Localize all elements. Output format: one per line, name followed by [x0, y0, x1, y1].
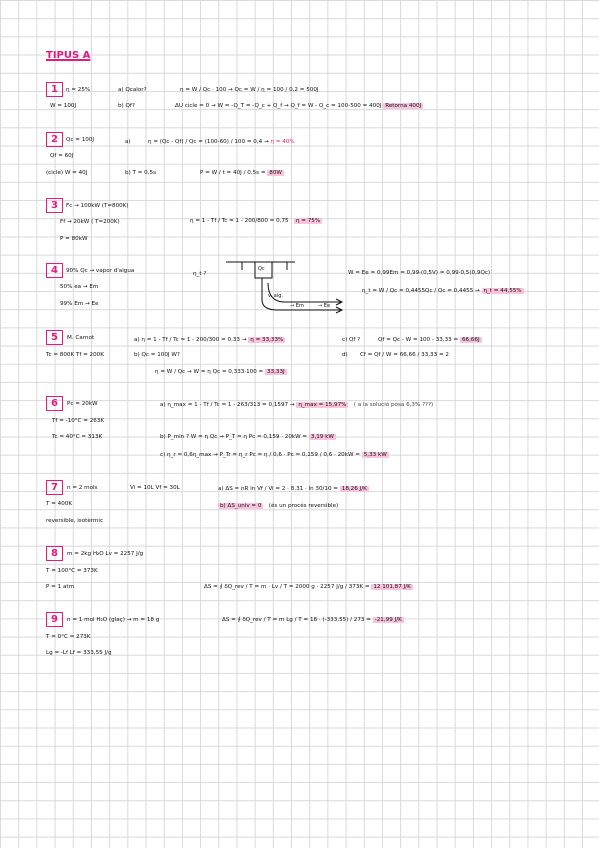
result-highlight: Retorna 400J: [385, 103, 422, 109]
sketch-label: Qc: [258, 266, 265, 272]
formula: P = W / t = 40J / 0,5s = 80W: [200, 170, 282, 176]
formula: η = W / Qc · 100 → Qc = W / η = 100 / 0,2 = 500J: [180, 87, 319, 93]
given: Lg = -Lf Lf = 333,55 J/g: [46, 650, 112, 656]
question: η_t ?: [193, 271, 207, 277]
result-highlight: η_t = 44,55%: [483, 288, 522, 294]
formula: Cf = Qf / W = 66,66 / 33,33 = 2: [360, 352, 449, 358]
given: (cicle) W = 40J: [46, 170, 88, 176]
result-highlight: 3,19 kW: [310, 434, 334, 440]
given: T = 400K: [46, 501, 73, 507]
formula: Qf = Qc - W = 100 - 33,33 = 66,66J: [378, 337, 480, 343]
problem-number-8: 8: [46, 546, 63, 561]
given: Tc = 800K Tf = 200K: [46, 352, 104, 358]
formula: a) η = 1 - Tf / Tc = 1 - 200/300 = 0,33 → η = 33,33%: [134, 337, 284, 343]
formula: c) η_r = 0,6η_max → P_Tr = η_r Pc = η / 0,6 · Pc = 0,159 / 0,6 · 20kW = 5,33 kW: [160, 452, 387, 458]
result-highlight: 66,66J: [461, 337, 480, 343]
question: d): [342, 352, 348, 358]
given: n = 1 mol H₂O (glaç) → m = 18 g: [67, 617, 160, 623]
problem-number-6: 6: [46, 396, 63, 411]
formula: b) P_min ? W = η Qc → P_T = η Pc = 0,159 · 20kW = 3,19 kW: [160, 434, 334, 440]
sketch-label: v. aig.: [268, 293, 283, 299]
given: n = 2 mols: [67, 485, 98, 491]
problem-number-1: 1: [46, 82, 63, 97]
given: Ff → 20kW ( T=200K): [60, 219, 120, 225]
formula: b) ΔS_univ = 0 (és un procés reversible): [220, 503, 339, 509]
formula: η = (Qc - Qf) / Qc = (100-60) / 100 = 0,4 → η = 40%: [148, 139, 295, 145]
problem-number-3: 3: [46, 198, 63, 213]
result: η = 40%: [270, 139, 295, 145]
problem-number-4: 4: [46, 263, 63, 278]
given: reversible, isotèrmic: [46, 518, 104, 524]
given: P = 1 atm: [46, 584, 75, 590]
result-highlight: 33,33J: [267, 369, 285, 375]
result-highlight: 5,33 kW: [363, 452, 387, 458]
page-title: TIPUS A: [46, 50, 91, 61]
given: Tf = -10°C = 263K: [52, 418, 105, 424]
result-highlight: η_max = 15,97%: [298, 402, 347, 408]
formula: W = Ee = 0,99Em = 0,99·(0,5V) = 0,99·0,5(0,9Qc): [348, 270, 491, 276]
given: η = 25%: [66, 87, 91, 93]
result-highlight: η = 75%: [295, 218, 321, 224]
formula: ΔS = ∮ δQ_rev / T = m · Lv / T = 2000 g · 2257 J/g / 373K = 12 101,87 J/K: [204, 584, 411, 590]
problem-number-9: 9: [46, 612, 63, 627]
given: m = 2kg H₂O Lv = 2257 J/g: [67, 551, 144, 557]
given: T = 0°C = 273K: [46, 634, 91, 640]
given: Qc = 100J: [66, 137, 95, 143]
problem-number-2: 2: [46, 132, 63, 147]
result-highlight: η = 33,33%: [250, 337, 284, 343]
result-highlight: 18,26 J/K: [341, 486, 367, 492]
given: Pc = 20kW: [67, 401, 98, 407]
question: b) T = 0,5s: [125, 170, 156, 176]
formula: η_t = W / Qc = 0,4455Qc / Qc = 0,4455 → η_t = 44,55%: [362, 288, 522, 294]
sketch-label: → Ee: [318, 303, 331, 309]
question: a) Qcalor?: [118, 87, 147, 93]
given: T = 100°C = 373K: [46, 568, 98, 574]
sketch-label: → Em: [290, 303, 304, 309]
given: W = 100J: [50, 103, 77, 109]
given: 50% ea → Em: [60, 284, 99, 290]
result-highlight: b) ΔS_univ = 0: [220, 503, 262, 509]
given: 90% Qc → vapor d'aigua: [66, 268, 135, 274]
formula: ΔU cicle = 0 → W = -Q_T = -Q_c + Q_f → Q_f = W - Q_c = 100-500 = 400J Retorna 400J: [175, 103, 422, 109]
given: M. Carnot: [67, 335, 95, 341]
question: c) Qf ?: [342, 337, 361, 343]
given: P = 80kW: [60, 236, 88, 242]
note: ( a la solució posa 6,3% ???): [353, 402, 434, 408]
question: a): [125, 139, 131, 145]
given: Tc = 40°C = 313K: [52, 434, 103, 440]
given: Fc → 100kW (T=800K): [66, 203, 129, 209]
formula: a) ΔS = nR ln Vf / Vi = 2 · 8,31 · ln 30/10 = 18,26 J/K: [218, 486, 367, 492]
formula: η = W / Qc → W = η Qc = 0,333·100 = 33,33J: [155, 369, 285, 375]
given: Qf = 60J: [50, 153, 74, 159]
given: Vi = 10L Vf = 30L: [130, 485, 180, 491]
formula: a) η_max = 1 - Tf / Tc = 1 - 263/313 = 0,1597 → η_max = 15,97% ( a la solució posa 6,3% ???): [160, 402, 434, 408]
problem-number-7: 7: [46, 480, 63, 495]
result-highlight: 12 101,87 J/K: [373, 584, 411, 590]
result-highlight: -21,99 J/K: [374, 617, 402, 623]
formula: η = 1 - Tf / Tc = 1 - 200/800 = 0,75 η = 75%: [190, 218, 321, 224]
formula: ΔS = ∮ δQ_rev / T = m Lg / T = 18 · (-333,55) / 273 = -21,99 J/K: [222, 617, 402, 623]
given: 99% Em → Ee: [60, 301, 99, 307]
result-highlight: 80W: [269, 170, 282, 176]
problem-number-5: 5: [46, 330, 63, 345]
question: b) Qc = 100J W?: [134, 352, 180, 358]
question: b) Qf?: [118, 103, 135, 109]
